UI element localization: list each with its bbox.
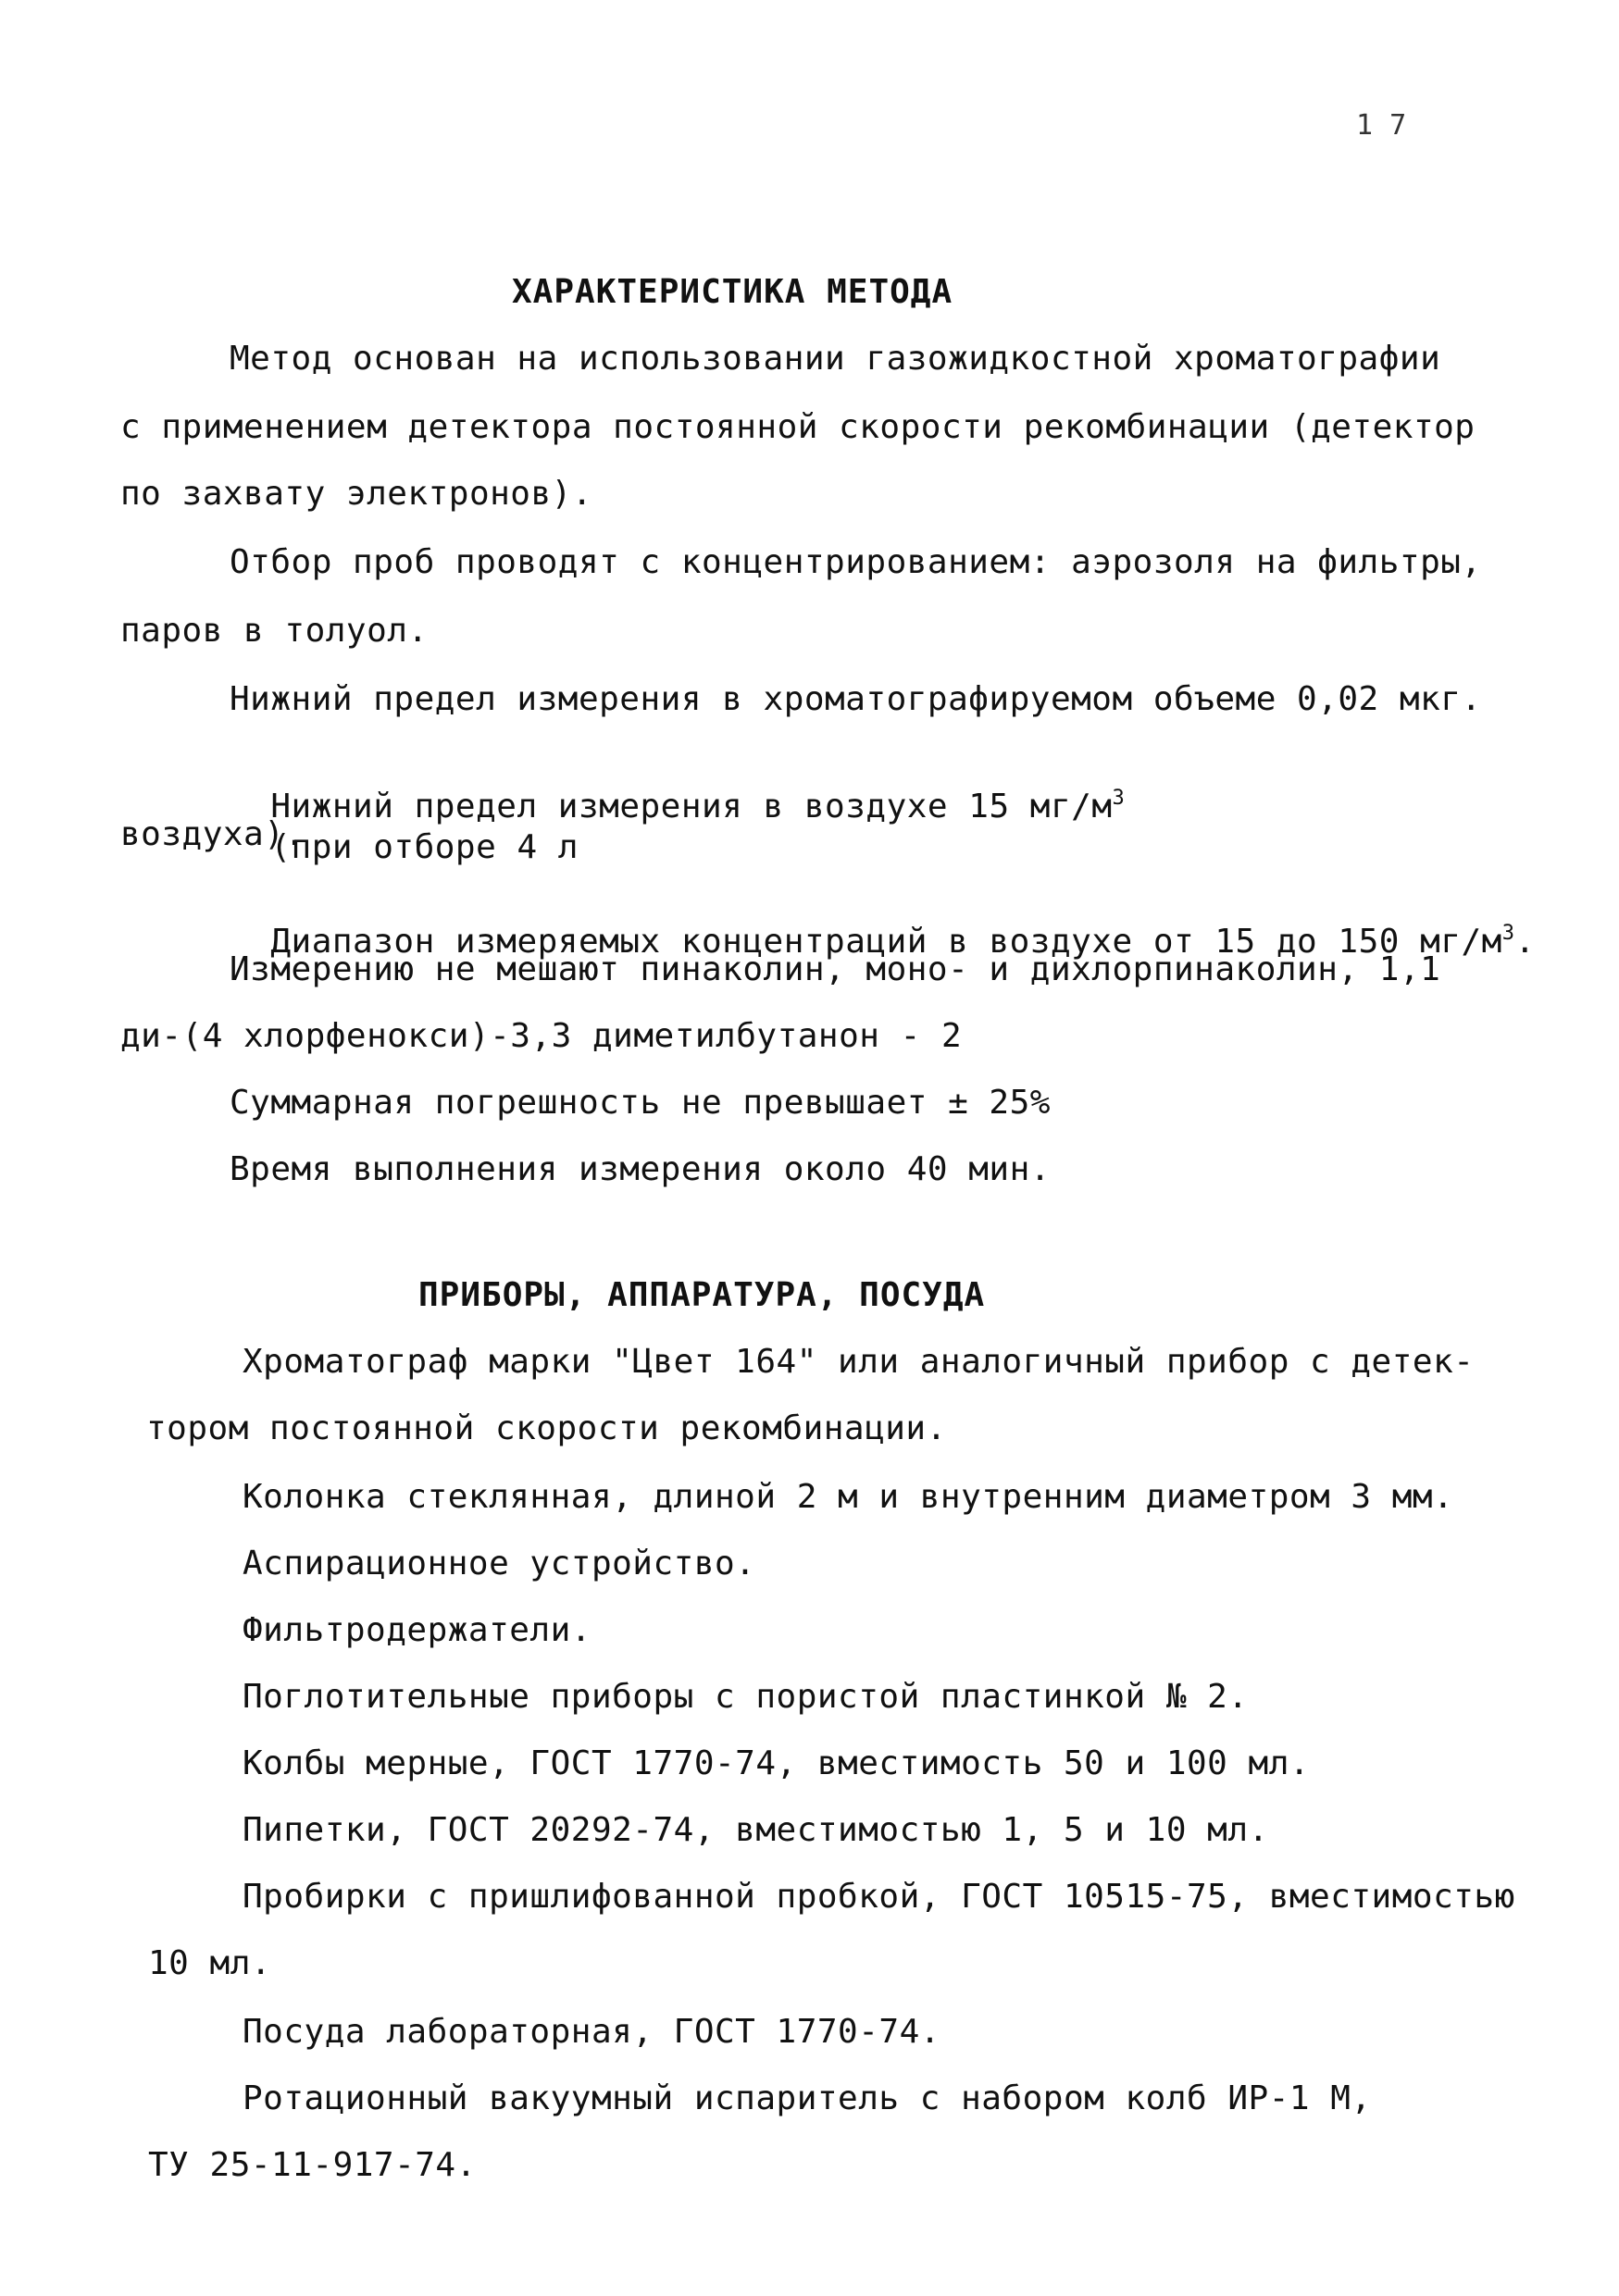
- paragraph-line: Нижний предел измерения в хроматографируемом объеме 0,02 мкг.: [230, 680, 1482, 718]
- paragraph-line: Фильтродержатели.: [243, 1611, 592, 1649]
- paragraph-line: [230, 746, 1125, 868]
- section-title-method: ХАРАКТЕРИСТИКА МЕТОДА: [512, 273, 953, 311]
- paragraph-line: Пипетки, ГОСТ 20292-74, вместимостью 1, 5 и 10 мл.: [243, 1811, 1269, 1849]
- paragraph-line: с применением детектора постоянной скорости рекомбинации (детектор: [120, 408, 1476, 446]
- paragraph-line: Колонка стеклянная, длиной 2 м и внутренним диаметром 3 мм.: [243, 1478, 1454, 1516]
- paragraph-line: Пробирки с пришлифованной пробкой, ГОСТ 10515-75, вместимостью: [243, 1878, 1515, 1916]
- paragraph-line: Метод основан на использовании газожидкостной хроматографии: [230, 340, 1441, 378]
- page-number: 1 7: [1356, 109, 1407, 142]
- paragraph-line: Время выполнения измерения около 40 мин.: [230, 1150, 1051, 1188]
- paragraph-line: тором постоянной скорости рекомбинации.: [146, 1409, 947, 1447]
- paragraph-line: ди-(4 хлорфенокси)-3,3 диметилбутанон - 2: [120, 1017, 963, 1055]
- paragraph-line: Посуда лабораторная, ГОСТ 1770-74.: [243, 2013, 940, 2051]
- text-span: Нижний предел измерения в воздухе 15 мг/м: [270, 788, 1113, 825]
- paragraph-line: Суммарная погрешность не превышает ± 25%: [230, 1084, 1051, 1122]
- paragraph-line: Колбы мерные, ГОСТ 1770-74, вместимость 50 и 100 мл.: [243, 1744, 1311, 1782]
- paragraph-line: по захвату электронов).: [120, 475, 592, 513]
- paragraph-line: 10 мл.: [148, 1944, 272, 1982]
- text-span: (при отборе 4 л: [270, 828, 579, 866]
- text-span: Диапазон измеряемых концентраций в воздухе от 15 до 150 мг/м: [270, 923, 1502, 961]
- superscript: 3: [1501, 922, 1515, 945]
- paragraph-line: воздуха).: [120, 815, 305, 853]
- superscript: 3: [1112, 787, 1126, 810]
- paragraph-line: Измерению не мешают пинаколин, моно- и дихлорпинаколин, 1,1: [230, 950, 1441, 988]
- paragraph-line: ТУ 25-11-917-74.: [148, 2146, 477, 2184]
- section-title-equipment: ПРИБОРЫ, АППАРАТУРА, ПОСУДА: [418, 1276, 986, 1314]
- paragraph-line: Аспирационное устройство.: [243, 1545, 756, 1582]
- text-span: .: [1514, 923, 1536, 961]
- paragraph-line: Хроматограф марки "Цвет 164" или аналогичный прибор с детек-: [243, 1343, 1475, 1381]
- paragraph-line: Ротационный вакуумный испаритель с набором колб ИР-1 М,: [243, 2079, 1372, 2117]
- paragraph-line: паров в толуол.: [120, 612, 429, 650]
- paragraph-line: Поглотительные приборы с пористой пластинкой № 2.: [243, 1678, 1249, 1716]
- paragraph-line: Отбор проб проводят с концентрированием: аэрозоля на фильтры,: [230, 543, 1482, 581]
